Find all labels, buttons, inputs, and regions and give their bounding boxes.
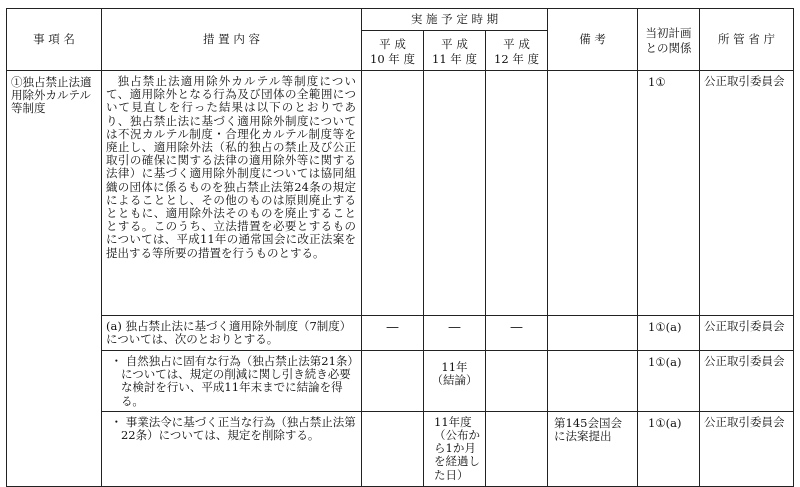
remarks-cell [548,351,638,412]
h12-cell [486,351,548,412]
header-year-h10: 平 成 10 年 度 [362,31,424,71]
header-ministry: 所 管 省 庁 [700,9,794,71]
header-measure: 措 置 内 容 [102,9,362,71]
plan-relation-cell: 1① [638,71,700,316]
h11-cell [424,71,486,316]
remarks-cell: 第145会国会に法案提出 [548,411,638,486]
h10-cell [362,71,424,316]
remarks-cell [548,316,638,351]
h11-cell: — [424,316,486,351]
ministry-cell: 公正取引委員会 [700,351,794,412]
header-schedule: 実 施 予 定 時 期 [362,9,548,31]
header-item: 事 項 名 [7,9,102,71]
ministry-cell: 公正取引委員会 [700,71,794,316]
plan-relation-cell: 1①(a) [638,316,700,351]
table-row [7,316,794,351]
header-row [7,9,794,31]
deregulation-plan-table [6,8,794,487]
h12-cell [486,411,548,486]
measure-text: 独占禁止法適用除外カルテル等制度について、適用除外となる行為及び団体の全範囲について見直しを行った結果は以下のとおりであり、独占禁止法に基づく適用除外制度については不況カルテル制度・合理化カルテル制度等を廃止し、適用除外法（私的独占の禁止及び公正取引の確保に関する法律の適用除外等に関する法律）に基づく適用除外制度については協同組織の団体に係るものを独占禁止法第24条の規定によることとし、その他のものは原則廃止するとともに、適用除外法そのものを廃止することとする。このうち、立法措置を必要とするものについては、平成11年の通常国会に改正法案を提出する等所要の措置を行うものとする。 [102,71,362,316]
measure-text: ・ 事業法令に基づく正当な行為（独占禁止法第22条）については、規定を削除する。 [102,411,362,486]
ministry-cell: 公正取引委員会 [700,411,794,486]
plan-relation-cell: 1①(a) [638,351,700,412]
plan-relation-cell: 1①(a) [638,411,700,486]
ministry-cell: 公正取引委員会 [700,316,794,351]
table-row [7,71,794,316]
header-year-h12: 平 成 12 年 度 [486,31,548,71]
h11-cell: 11年度 （公布か ら1か月 を経過し た日） [424,411,486,486]
table-row [7,411,794,486]
h10-cell: — [362,316,424,351]
h12-cell [486,71,548,316]
h12-cell: — [486,316,548,351]
remarks-cell [548,71,638,316]
measure-text: (a) 独占禁止法に基づく適用除外制度（7制度）については、次のとおりとする。 [102,316,362,351]
h10-cell [362,351,424,412]
h11-cell: 11年 （結論） [424,351,486,412]
header-year-h11: 平 成 11 年 度 [424,31,486,71]
measure-text: ・ 自然独占に固有な行為（独占禁止法第21条）については、規定の削減に関し引き続き必要な検討を行い、平成11年末までに結論を得る。 [102,351,362,412]
header-remarks: 備 考 [548,9,638,71]
h10-cell [362,411,424,486]
item-name: ①独占禁止法適用除外カルテル等制度 [7,71,102,487]
header-plan-relation: 当初計画 との関係 [638,9,700,71]
table-row [7,351,794,412]
